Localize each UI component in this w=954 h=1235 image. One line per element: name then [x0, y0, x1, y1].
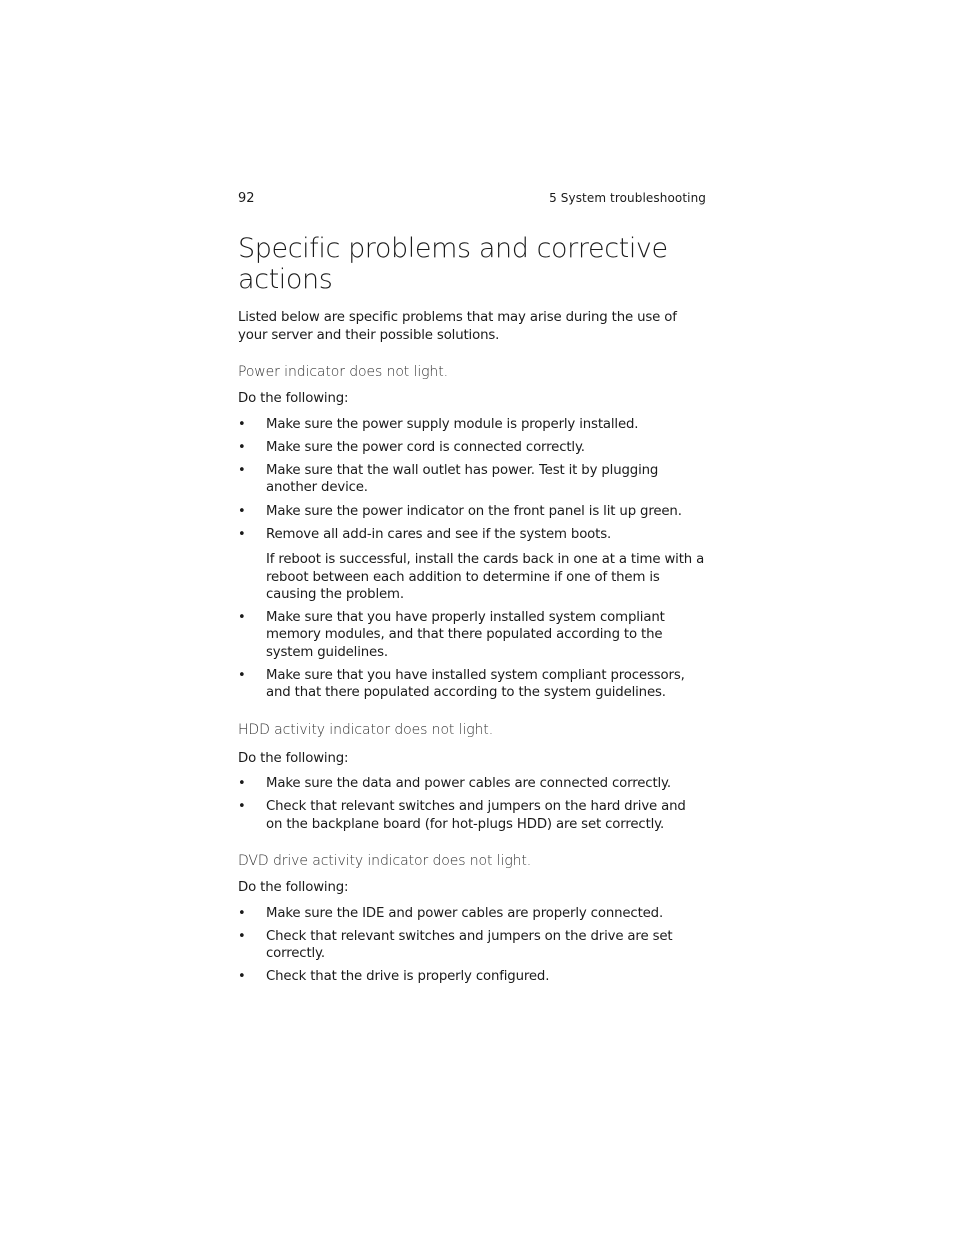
- list-item: [238, 416, 706, 433]
- list-item: [238, 905, 706, 922]
- list-item-text: Remove all add-in cares and see if the system boots.: [266, 526, 612, 542]
- bullet-icon: •: [238, 776, 246, 792]
- list-item-text: Make sure that you have properly installed system compliant memory modules, and that there populated according to the system guidelines.: [266, 610, 665, 660]
- bullet-icon: •: [238, 503, 246, 519]
- list-item-text: Check that relevant switches and jumpers on the drive are set correctly.: [266, 928, 673, 962]
- list-item-text: Make sure that the wall outlet has power. Test it by plugging another device.: [266, 463, 659, 496]
- bullet-icon: •: [238, 416, 246, 432]
- list-item-text: Make sure the power supply module is properly installed.: [266, 416, 639, 432]
- list-item-text: Make sure the power cord is connected correctly.: [266, 439, 585, 455]
- list-item: [238, 526, 706, 603]
- section-lead: Do the following:: [238, 750, 349, 766]
- list-item: [238, 609, 706, 661]
- intro-paragraph: Listed below are specific problems that may arise during the use of your server and their possible solutions.: [238, 310, 677, 343]
- chapter-title: 5 System troubleshooting: [549, 191, 706, 205]
- bullet-icon: •: [238, 928, 246, 944]
- list-item-text: Make sure the power indicator on the front panel is lit up green.: [266, 503, 682, 519]
- section-title: HDD activity indicator does not light.: [238, 721, 494, 738]
- section-lead: Do the following:: [238, 391, 349, 406]
- page-number: 92: [238, 191, 255, 206]
- list-item-text: Make sure the data and power cables are connected correctly.: [266, 776, 671, 792]
- section-hdd-indicator: [238, 720, 706, 833]
- list-item: [238, 775, 706, 792]
- bullet-icon: •: [238, 526, 246, 542]
- section-power-indicator: [238, 362, 706, 702]
- section-dvd-indicator: [238, 851, 706, 986]
- bullet-list: [238, 775, 706, 833]
- bullet-icon: •: [238, 668, 246, 684]
- list-item-note: If reboot is successful, install the cards back in one at a time with a reboot between each addition to determine if one of them is causing the problem.: [266, 552, 705, 602]
- bullet-icon: •: [238, 799, 246, 815]
- list-item-text: Make sure the IDE and power cables are properly connected.: [266, 905, 664, 921]
- list-item: [238, 462, 706, 497]
- list-item: [238, 503, 706, 520]
- list-item: [238, 439, 706, 456]
- page-header: [238, 191, 706, 209]
- list-item-text: Check that relevant switches and jumpers on the hard drive and on the backplane board (for hot-plugs HDD) are set correctly.: [266, 799, 686, 832]
- bullet-icon: •: [238, 969, 246, 985]
- list-item: [238, 968, 706, 985]
- bullet-list: [238, 416, 706, 702]
- document-page: [238, 191, 706, 986]
- page-title: Specific problems and corrective actions: [238, 233, 668, 295]
- bullet-icon: •: [238, 610, 246, 626]
- list-item: [238, 928, 706, 963]
- list-item-text: Check that the drive is properly configured.: [266, 969, 550, 985]
- bullet-icon: •: [238, 905, 246, 921]
- section-lead: Do the following:: [238, 880, 349, 896]
- list-item: [238, 798, 706, 833]
- section-title: DVD drive activity indicator does not light.: [238, 853, 532, 870]
- bullet-list: [238, 905, 706, 986]
- bullet-icon: •: [238, 463, 246, 479]
- bullet-icon: •: [238, 439, 246, 455]
- section-title: Power indicator does not light.: [238, 364, 448, 380]
- list-item-text: Make sure that you have installed system compliant processors, and that there populated according to the system guidelines.: [266, 668, 685, 701]
- list-item: [238, 667, 706, 702]
